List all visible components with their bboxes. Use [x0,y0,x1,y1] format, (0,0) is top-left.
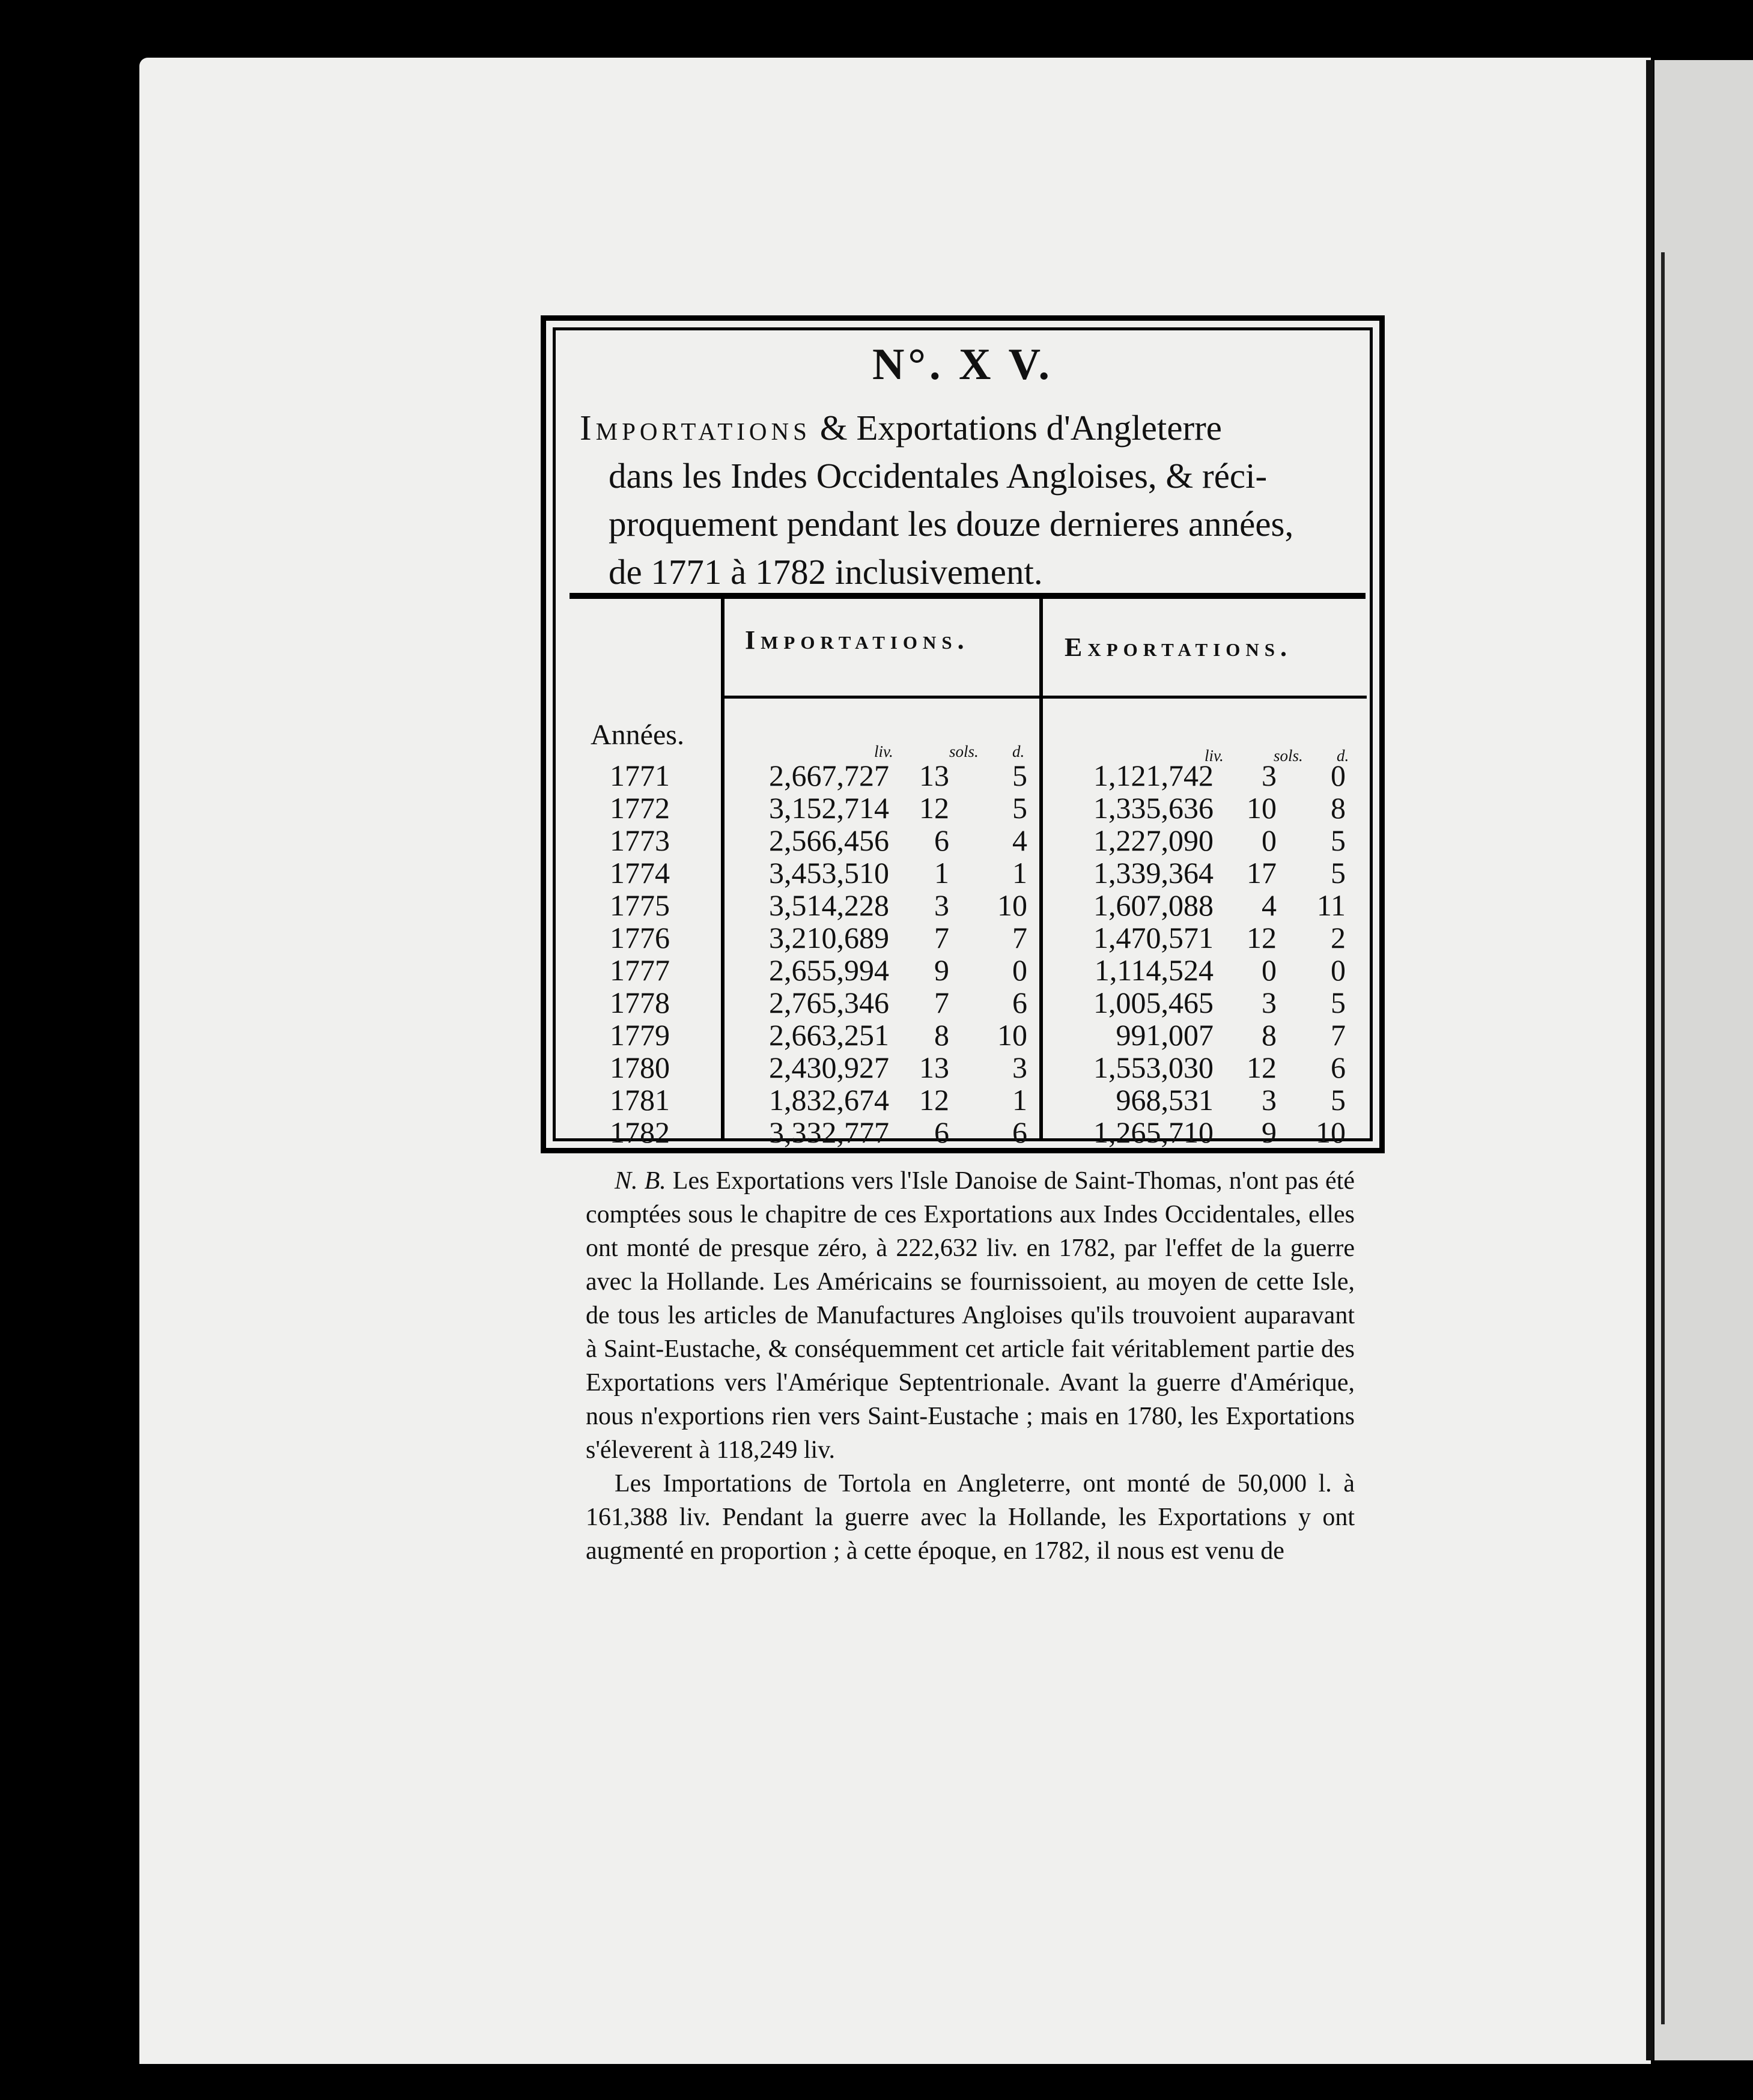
year-column-rule [721,595,725,1141]
exp-liv-cell: 1,121,742 [1093,759,1214,792]
note-paragraph [586,1164,1355,1467]
page-gutter [1646,60,1653,2060]
imp-liv-cell: 3,514,228 [769,888,889,922]
imp-sols-cell: 9 [934,953,949,987]
exp-liv-cell: 1,227,090 [1093,824,1214,857]
imp-liv-cell: 1,832,674 [769,1083,889,1117]
exp-d-cell: 0 [1331,953,1346,987]
imp-d-cell: 6 [1012,1115,1027,1149]
imp-d-cell: 5 [1012,791,1027,825]
heading-rule [570,593,1366,599]
exp-d-cell: 0 [1331,759,1346,792]
exp-liv-cell: 1,470,571 [1093,921,1214,954]
year-cell: 1773 [610,824,670,857]
exp-sols-cell: 17 [1247,856,1277,890]
imp-sols-cell: 7 [934,921,949,954]
exp-d-cell: 5 [1331,824,1346,857]
imp-liv-cell: 2,655,994 [769,953,889,987]
facing-page-edge [1654,60,1753,2060]
imp-d-cell: 7 [1012,921,1027,954]
exp-sols-cell: 8 [1262,1018,1277,1052]
exp-d-cell: 2 [1331,921,1346,954]
exp-liv-cell: 1,339,364 [1093,856,1214,890]
imp-liv-cell: 3,453,510 [769,856,889,890]
unit-exp-d: d. [1337,747,1349,765]
imp-sols-cell: 1 [934,856,949,890]
imp-liv-cell: 2,430,927 [769,1051,889,1084]
exp-liv-cell: 1,335,636 [1093,791,1214,825]
imp-liv-cell: 3,152,714 [769,791,889,825]
imp-sols-cell: 12 [919,1083,949,1117]
exp-d-cell: 8 [1331,791,1346,825]
year-cell: 1775 [610,888,670,922]
heading-smallcaps: Importations [580,408,811,448]
heading-line: dans les Indes Occidentales Angloises, & réci- [609,456,1268,496]
imp-sols-cell: 7 [934,986,949,1019]
exp-liv-cell: 1,265,710 [1093,1115,1214,1149]
imp-d-cell: 10 [997,1018,1027,1052]
imp-sols-cell: 6 [934,1115,949,1149]
heading-line [580,404,1355,452]
note-text: Les Exportations vers l'Isle Danoise de Saint-Thomas, n'ont pas été comptées sous le chapitre de ces Exportations aux Indes Occidentales, elles ont monté de presque zéro, à 222,632 liv. en 1782, par l'effet de la guerre avec la Hollande. Les Américains se fournissoient, au moyen de cette Isle, de tous les articles de Manufactures Angloises qu'ils trouvoient auparavant à Saint-Eustache, & conséquemment cet article fait véritablement partie des Exportations vers l'Amérique Septentrionale. Avant la guerre d'Amérique, nous n'exportions rien vers Saint-Eustache ; mais en 1780, les Exportations s'éleverent à 118,249 liv. [586,1167,1355,1464]
exp-sols-cell: 3 [1262,986,1277,1019]
facing-page-rule [1661,252,1665,2024]
year-cell: 1772 [610,791,670,825]
exp-liv-cell: 991,007 [1116,1018,1214,1052]
exp-sols-cell: 10 [1247,791,1277,825]
imp-d-cell: 3 [1012,1051,1027,1084]
imp-d-cell: 1 [1012,1083,1027,1117]
imp-d-cell: 0 [1012,953,1027,987]
exp-d-cell: 11 [1316,888,1346,922]
year-cell: 1781 [610,1083,670,1117]
imp-d-cell: 10 [997,888,1027,922]
imp-sols-cell: 13 [919,759,949,792]
imp-sols-cell: 8 [934,1018,949,1052]
importations-column-rule [1039,595,1043,1141]
unit-imp-d: d. [1012,742,1025,760]
imp-sols-cell: 3 [934,888,949,922]
year-cell: 1774 [610,856,670,890]
unit-exp-liv: liv. [1205,747,1224,765]
exp-sols-cell: 9 [1262,1115,1277,1149]
annees-header: Années. [591,719,684,751]
nb-label: N. B. [615,1167,666,1195]
heading-line: proquement pendant les douze dernieres années, [609,504,1294,544]
plate-number: N°. X V. [872,340,1054,389]
exp-sols-cell: 3 [1262,1083,1277,1117]
imp-liv-cell: 2,663,251 [769,1018,889,1052]
year-cell: 1779 [610,1018,670,1052]
exp-d-cell: 10 [1316,1115,1346,1149]
importations-header: Importations. [745,625,970,655]
unit-imp-sols: sols. [949,742,979,760]
year-cell: 1777 [610,953,670,987]
heading-line: de 1771 à 1782 inclusivement. [609,552,1043,592]
exportations-header: Exportations. [1065,633,1293,662]
header-rule [721,696,1367,699]
exp-sols-cell: 4 [1262,888,1277,922]
imp-d-cell: 5 [1012,759,1027,792]
exp-d-cell: 6 [1331,1051,1346,1084]
imp-sols-cell: 12 [919,791,949,825]
exp-liv-cell: 1,005,465 [1093,986,1214,1019]
note-paragraph: Les Importations de Tortola en Angleterre, ont monté de 50,000 l. à 161,388 liv. Pendant la guerre avec la Hollande, les Exportations y ont augmenté en proportion ; à cette époque, en 1782, il nous est venu de [586,1470,1355,1565]
exp-d-cell: 7 [1331,1018,1346,1052]
exp-liv-cell: 1,114,524 [1094,953,1214,987]
imp-sols-cell: 13 [919,1051,949,1084]
unit-exp-sols: sols. [1274,747,1303,765]
exp-liv-cell: 968,531 [1116,1083,1214,1117]
exp-sols-cell: 0 [1262,824,1277,857]
exp-sols-cell: 0 [1262,953,1277,987]
plate-heading [580,404,1355,596]
imp-liv-cell: 2,765,346 [769,986,889,1019]
year-cell: 1780 [610,1051,670,1084]
imp-liv-cell: 3,332,777 [769,1115,889,1149]
exp-d-cell: 5 [1331,1083,1346,1117]
imp-sols-cell: 6 [934,824,949,857]
notes [586,1164,1355,1568]
exp-sols-cell: 3 [1262,759,1277,792]
imp-liv-cell: 2,566,456 [769,824,889,857]
unit-imp-liv: liv. [874,742,893,760]
year-cell: 1771 [610,759,670,792]
exp-liv-cell: 1,607,088 [1093,888,1214,922]
imp-liv-cell: 3,210,689 [769,921,889,954]
exp-liv-cell: 1,553,030 [1093,1051,1214,1084]
exp-d-cell: 5 [1331,986,1346,1019]
year-cell: 1778 [610,986,670,1019]
year-cell: 1776 [610,921,670,954]
imp-d-cell: 1 [1012,856,1027,890]
exp-sols-cell: 12 [1247,921,1277,954]
exp-d-cell: 5 [1331,856,1346,890]
imp-liv-cell: 2,667,727 [769,759,889,792]
exp-sols-cell: 12 [1247,1051,1277,1084]
year-cell: 1782 [610,1115,670,1149]
imp-d-cell: 6 [1012,986,1027,1019]
heading-first-rest: & Exportations d'Angleterre [810,408,1222,448]
imp-d-cell: 4 [1012,824,1027,857]
